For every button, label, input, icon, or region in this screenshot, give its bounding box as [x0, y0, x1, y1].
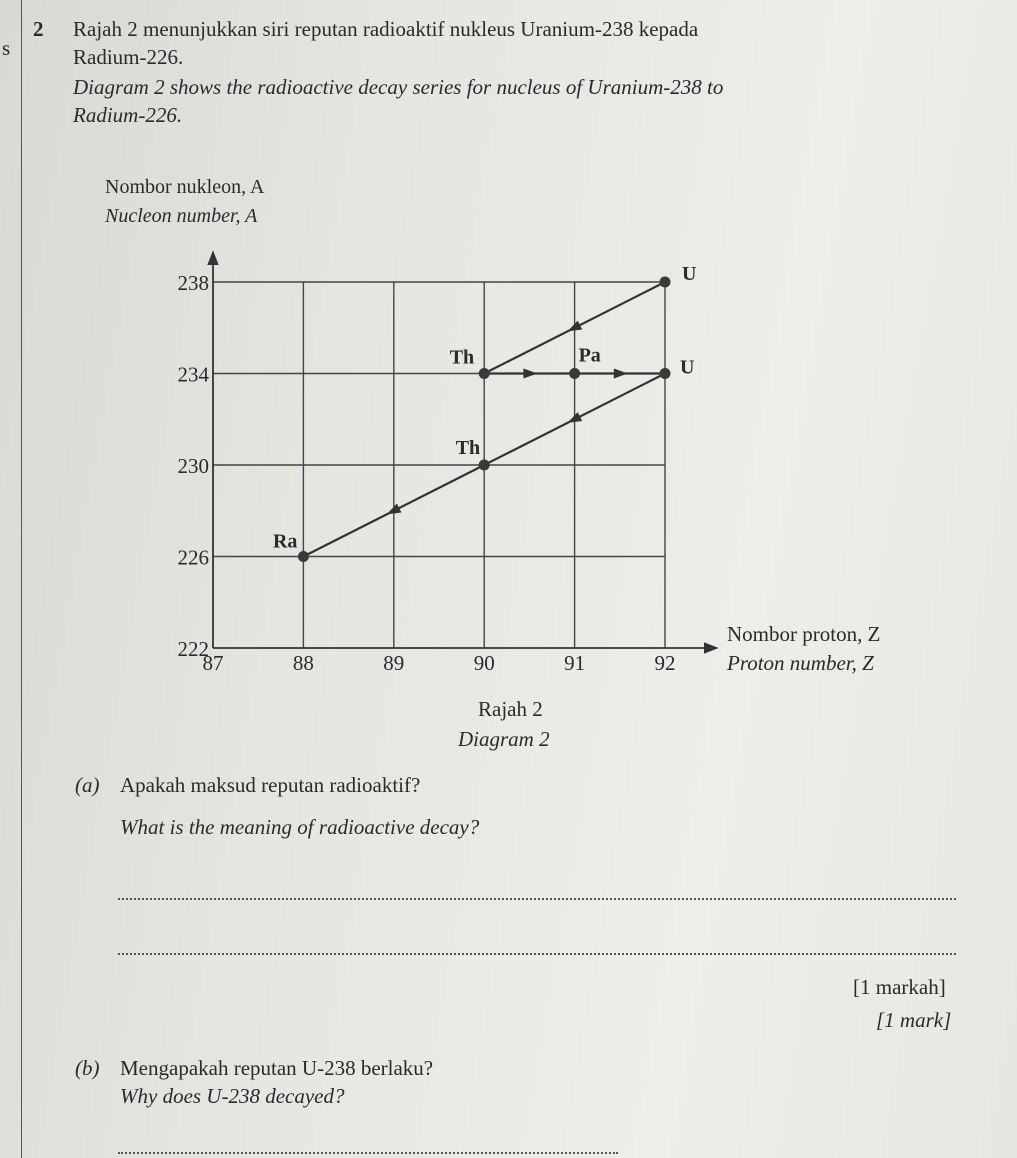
nuclide-label: Ra: [272, 530, 298, 553]
nuclide-point: [660, 368, 671, 379]
nuclide-label: U: [680, 356, 695, 379]
stem-english-line-1: Diagram 2 shows the radioactive decay series for nucleus of Uranium-238 to: [73, 75, 724, 99]
nuclide-point: [660, 277, 671, 288]
chart-tick-labels: [178, 271, 676, 675]
stem-english-line-2: Radium-226.: [73, 103, 183, 127]
y-tick-label: 226: [177, 545, 209, 570]
question-number: 2: [33, 17, 44, 41]
stem-malay-line-1: Rajah 2 menunjukkan siri reputan radioaktif nukleus Uranium-238 kepada: [73, 17, 699, 41]
diagram-caption-malay: Rajah 2: [478, 697, 543, 721]
y-tick-label: 230: [177, 454, 209, 478]
part-b-label: (b): [75, 1056, 100, 1080]
x-tick-label: 88: [292, 651, 314, 675]
nuclide-label: Th: [449, 346, 475, 369]
decay-arrowhead: [614, 369, 628, 379]
x-tick-label: 90: [473, 651, 495, 675]
part-b-question-english: Why does U-238 decayed?: [120, 1084, 345, 1108]
part-a-question-english: What is the meaning of radioactive decay?: [120, 815, 480, 839]
x-tick-label: 92: [654, 651, 676, 675]
stem-malay-line-2: Radium-226.: [73, 45, 184, 69]
part-b-question-malay: Mengapakah reputan U-238 berlaku?: [120, 1056, 434, 1080]
part-a-question-malay: Apakah maksud reputan radioaktif?: [120, 773, 421, 797]
nuclide-label: Th: [455, 437, 481, 459]
decay-arrowhead: [523, 369, 537, 379]
decay-arrowhead: [565, 412, 582, 427]
y-tick-label: 222: [177, 637, 209, 661]
answer-line[interactable]: [118, 898, 956, 900]
nuclide-point: [569, 368, 580, 379]
x-tick-label: 89: [383, 651, 405, 675]
nuclide-label: U: [682, 263, 697, 285]
x-tick-label: 87: [202, 651, 224, 675]
answer-line[interactable]: [118, 953, 956, 955]
x-axis-label-malay: Nombor proton, Z: [727, 622, 881, 646]
chart-grid: [213, 282, 665, 648]
decay-arrowhead: [384, 504, 401, 519]
diagram-caption-english: Diagram 2: [458, 727, 550, 751]
part-a-label: (a): [75, 773, 100, 797]
x-axis-label-english: Proton number, Z: [727, 651, 874, 675]
y-axis-label-english: Nucleon number, A: [105, 205, 258, 227]
nuclide-point: [479, 368, 490, 379]
part-a-marks-english: [1 mark]: [876, 1008, 952, 1032]
x-tick-label: 91: [564, 651, 586, 675]
y-axis-label-malay: Nombor nukleon, A: [105, 176, 265, 198]
part-a-marks-malay: [1 markah]: [853, 975, 946, 999]
y-tick-label: 238: [177, 271, 209, 295]
y-tick-label: 234: [177, 362, 209, 387]
answer-line[interactable]: [118, 1152, 618, 1154]
nuclide-point: [298, 551, 309, 562]
nuclide-label: Pa: [578, 344, 601, 367]
nuclide-point: [479, 460, 490, 471]
margin-mark: s: [2, 36, 11, 60]
decay-arrowhead: [565, 321, 582, 336]
